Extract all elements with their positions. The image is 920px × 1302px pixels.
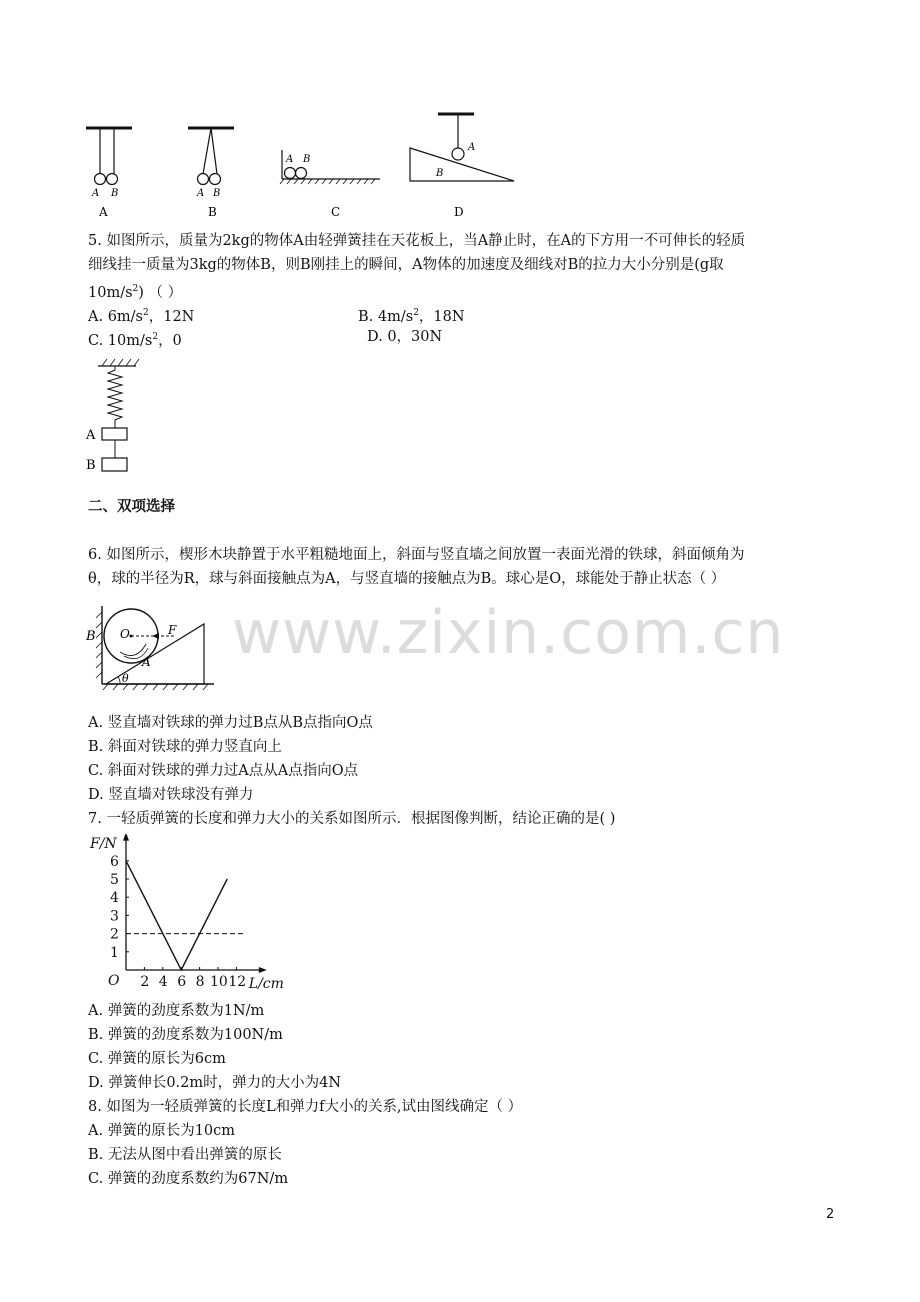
q7-option-b: B. 弹簧的劲度系数为100N/m [88,1027,283,1043]
ball-b-label: B [111,188,119,199]
q5-line-3-pre: 10m/s [88,284,133,301]
ball-b-label: B [436,168,444,179]
center-o-label: O [120,627,130,641]
x-tick-label: 10 [210,974,228,990]
x-tick-label: 8 [195,974,205,990]
y-axis-arrow [123,834,129,841]
q5-line-2: 细线挂一质量为3kg的物体B，则B刚挂上的瞬间，A物体的加速度及细线对B的拉力大小分别是(g取 [88,257,724,273]
watermark: www.zixin.com.cn [232,598,785,668]
q5-option-b-pre: B. 4m/s [358,308,414,325]
superscript: 2 [413,308,419,318]
y-tick-label: 5 [110,872,119,888]
figure-options-abcd [80,108,530,220]
x-tick-label: 4 [158,974,168,990]
y-tick-label: 6 [110,853,119,870]
q7-force-length-chart [84,834,314,994]
option-label: A [99,205,108,219]
q5-option-a [88,302,194,328]
block-a-label: A [86,428,96,443]
option-d-figure [410,114,514,219]
force-f-label: F [168,623,177,637]
y-tick-label: 1 [110,944,119,961]
q6-line-2: θ，球的半径为R，球与斜面接触点为A，与竖直墙的接触点为B。球心是O，球能处于静止状态（ ） [88,571,726,587]
option-c-figure [280,150,380,219]
block-b-label: B [86,458,96,473]
superscript: 2 [143,308,149,318]
q8-line-1: 8. 如图为一轻质弹簧的长度L和弹力f大小的关系,试由图线确定（ ） [88,1099,523,1115]
ball-a-label: A [92,188,100,199]
x-axis-arrow [259,967,267,973]
q6-option-d: D. 竖直墙对铁球没有弹力 [88,787,254,803]
y-tick-label: 3 [110,908,119,925]
q6-option-b: B. 斜面对铁球的弹力竖直向上 [88,739,282,755]
superscript: 2 [132,284,139,294]
x-tick-label: 12 [228,974,247,990]
x-tick-label: 2 [140,974,150,990]
q7-line-1: 7. 一轻质弹簧的长度和弹力大小的关系如图所示．根据图像判断，结论正确的是( ) [88,811,616,827]
q5-line-1: 5. 如图所示，质量为2kg的物体A由轻弹簧挂在天花板上，当A静止时，在A的下方用一不可伸长的轻质 [88,233,746,249]
option-label: D [454,205,464,219]
superscript: 2 [152,332,159,342]
q5-option-c-pre: C. 10m/s [88,332,153,349]
q5-line-3-post: ) （ ） [138,284,183,301]
option-label: C [331,205,341,219]
q6-line-1: 6. 如图所示，楔形木块静置于水平粗糙地面上，斜面与竖直墙之间放置一表面光滑的铁球，斜面倾角为 [88,547,745,563]
point-b-label: B [86,629,96,644]
point-a-label: A [142,655,151,669]
q5-option-b-post: ，18N [418,308,465,325]
q5-spring-figure [84,358,164,478]
ball-b-label: B [303,154,311,165]
option-label: B [208,205,217,219]
q7-option-a: A. 弹簧的劲度系数为1N/m [88,1003,265,1019]
ball-b-label: B [213,188,221,199]
q5-option-d: D. 0，30N [367,329,443,345]
q5-option-c-post: ，0 [158,332,182,349]
q6-option-a: A. 竖直墙对铁球的弹力过B点从B点指向O点 [88,715,373,731]
q6-ball-wedge-figure [84,600,224,692]
section-heading: 二、双项选择 [88,499,175,515]
series-line [126,861,227,970]
ball-a-label: A [286,154,294,165]
q5-option-a-pre: A. 6m/s [88,308,143,325]
q5-option-c [88,326,182,352]
option-b-figure [188,128,234,219]
q8-option-c: C. 弹簧的劲度系数约为67N/m [88,1171,289,1187]
q5-option-a-post: ，12N [148,308,195,325]
origin-label: O [108,973,120,989]
y-axis-label: F/N [90,836,117,852]
q6-option-c: C. 斜面对铁球的弹力过A点从A点指向O点 [88,763,359,779]
q7-option-d: D. 弹簧伸长0.2m时，弹力的大小为4N [88,1075,342,1091]
q5-option-b [358,302,465,328]
ball-a-label: A [197,188,205,199]
q8-option-a: A. 弹簧的原长为10cm [88,1123,236,1139]
x-tick-label: 6 [177,974,187,990]
y-tick-label: 4 [110,890,119,907]
x-axis-label: L/cm [248,976,284,992]
y-tick-label: 2 [110,926,119,943]
q8-option-b: B. 无法从图中看出弹簧的原长 [88,1147,282,1163]
angle-theta-label: θ [122,672,129,685]
page-number: 2 [826,1207,835,1222]
ball-a-label: A [468,142,476,153]
q5-line-3 [88,278,182,304]
option-a-figure [86,128,132,219]
q7-option-c: C. 弹簧的原长为6cm [88,1051,226,1067]
